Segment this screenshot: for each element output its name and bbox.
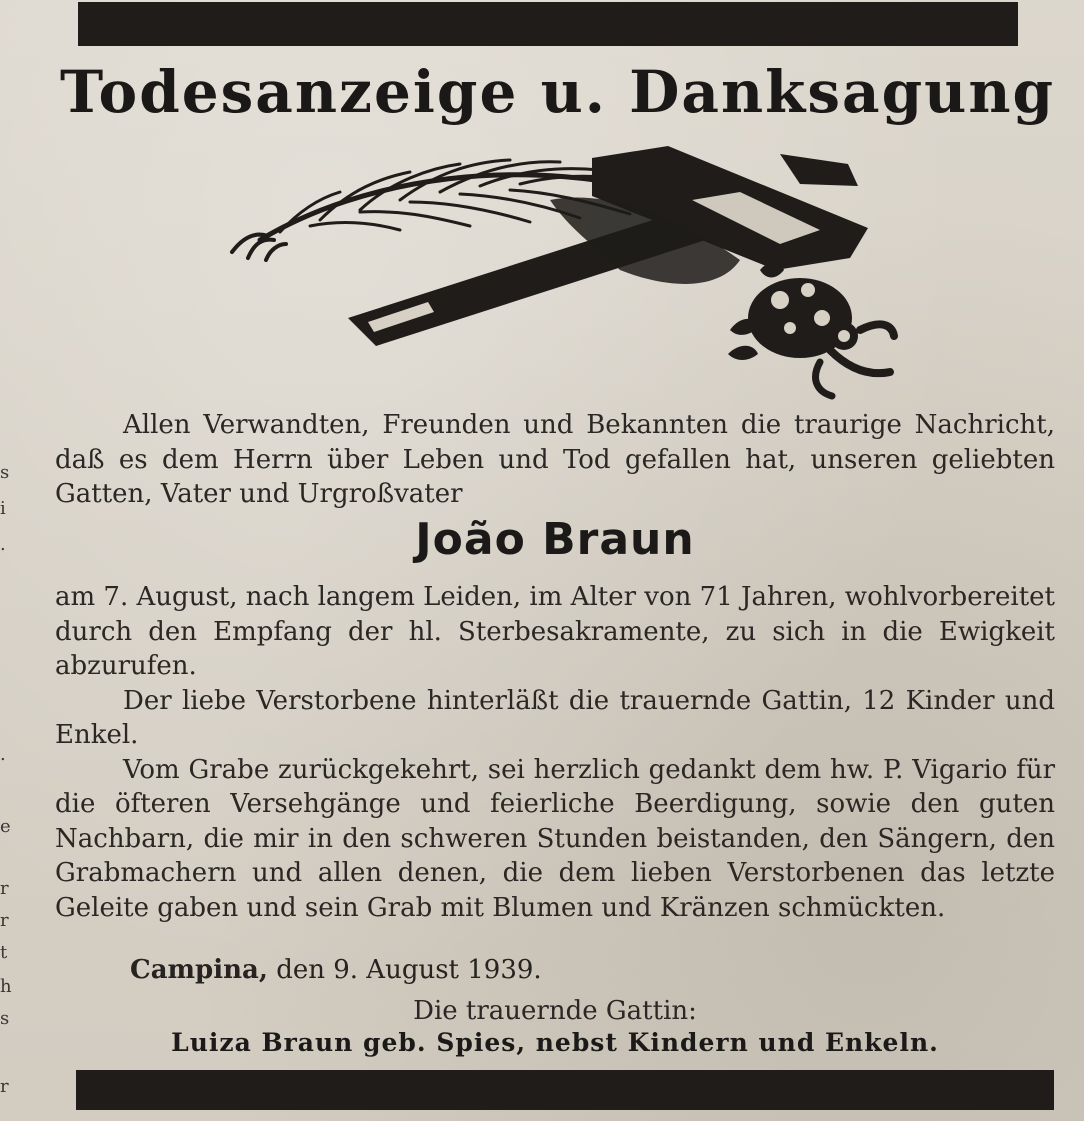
margin-fragment: . bbox=[0, 534, 6, 555]
flower-bouquet-icon bbox=[728, 263, 894, 397]
place-name: Campina, bbox=[130, 955, 268, 985]
margin-fragment: r bbox=[0, 878, 9, 899]
widow-label: Die trauernde Gattin: bbox=[413, 996, 697, 1026]
bottom-border-rule bbox=[76, 1070, 1054, 1110]
margin-fragment: s bbox=[0, 1008, 10, 1029]
cross-with-palm-frond-and-flowers-icon bbox=[220, 140, 910, 400]
intro-paragraph: Allen Verwandten, Freunden und Bekannten die traurige Nachricht, daß es dem Herrn über Leben und Tod gefallen hat, unseren geliebten Gatten, Vater und Urgroßvater bbox=[55, 410, 1055, 509]
margin-fragment: s bbox=[0, 462, 10, 483]
notice-title: Todesanzeige u. Danksagung bbox=[60, 58, 1056, 126]
margin-fragment: r bbox=[0, 910, 9, 931]
margin-fragment: i bbox=[0, 498, 6, 519]
notice-body bbox=[55, 580, 1055, 925]
margin-fragment: . bbox=[0, 744, 6, 765]
survivors-paragraph: Der liebe Verstorbene hinterläßt die trauernde Gattin, 12 Kinder und Enkel. bbox=[55, 685, 1055, 750]
place-and-date bbox=[130, 955, 542, 985]
top-border-rule bbox=[78, 2, 1018, 46]
death-paragraph: am 7. August, nach langem Leiden, im Alter von 71 Jahren, wohlvorbereitet durch den Empfang der hl. Sterbesakramente, zu sich in die Ewigkeit abzurufen. bbox=[55, 582, 1055, 681]
margin-fragment: e bbox=[0, 816, 11, 837]
date-line: den 9. August 1939. bbox=[276, 955, 542, 985]
margin-fragment: t bbox=[0, 942, 8, 963]
margin-fragment: h bbox=[0, 976, 12, 997]
thanks-paragraph: Vom Grabe zurückgekehrt, sei herzlich gedankt dem hw. P. Vigario für die öfteren Versehgänge und feierliche Beerdigung, sowie den guten Nachbarn, die mir in den schweren Stunden beistanden, den Sängern, den Grabmachern und allen denen, die dem lieben Verstorbenen das letzte Geleite gaben und sein Grab mit Blumen und Kränzen schmückten. bbox=[55, 754, 1055, 923]
deceased-name: João Braun bbox=[415, 514, 695, 565]
signatory-line: Luiza Braun geb. Spies, nebst Kindern und Enkeln. bbox=[171, 1028, 939, 1057]
margin-fragment: r bbox=[0, 1076, 9, 1097]
